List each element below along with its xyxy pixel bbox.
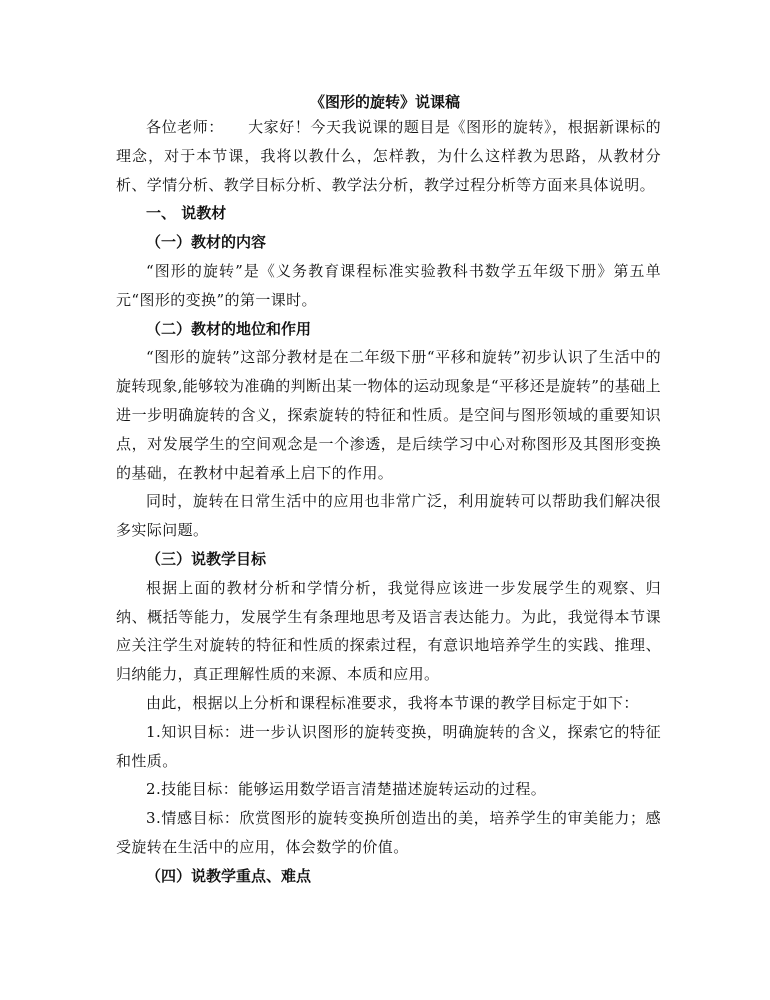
document-title: 《图形的旋转》说课稿 <box>309 93 460 111</box>
section1-heading: 一、 说教材 <box>146 204 227 223</box>
intro-greeting: 各位老师： <box>146 118 224 136</box>
sub4-heading: （四）说教学重点、难点 <box>146 866 312 885</box>
intro-text: 大家好！今天我说课的题目是《图形的旋转》，根据新课标的理念，对于本节课，我将以教什么，怎样教，为什么这样教为思路，从教材分析、学情分析、教学目标分析、教学法分析，教学过程分析等方面来具体说明。 <box>116 118 661 194</box>
document-body <box>116 113 661 891</box>
sub2-paragraph-1: “图形的旋转”这部分教材是在二年级下册“平移和旋转”初步认识了生活中的旋转现象,能够较为准确的判断出某一物体的运动现象是“平移还是旋转”的基础上进一步明确旋转的含义，探索旋转的特征和性质。是空间与图形领域的重要知识点，对发展学生的空间观念是一个渗透，是后续学习中心对称图形及其图形变换的基础，在教材中起着承上启下的作用。 <box>116 348 661 482</box>
sub3-heading: （三）说教学目标 <box>146 549 267 568</box>
sub2-paragraph-2: 同时，旋转在日常生活中的应用也非常广泛，利用旋转可以帮助我们解决很多实际问题。 <box>116 492 661 540</box>
sub2-heading: （二）教材的地位和作用 <box>146 319 312 338</box>
sub1-paragraph: “图形的旋转”是《义务教育课程标准实验教科书数学五年级下册》第五单元“图形的变换”的第一课时。 <box>116 261 661 309</box>
goal-skill: 2.技能目标：能够运用数学语言清楚描述旋转运动的过程。 <box>146 780 547 799</box>
sub3-paragraph-1: 根据上面的教材分析和学情分析，我觉得应该进一步发展学生的观察、归纳、概括等能力，发展学生有条理地思考及语言表达能力。为此，我觉得本节课应关注学生对旋转的特征和性质的探索过程，有意识地培养学生的实践、推理、归纳能力，真正理解性质的来源、本质和应用。 <box>116 578 661 684</box>
goal-knowledge: 1.知识目标：进一步认识图形的旋转变换，明确旋转的含义，探索它的特征和性质。 <box>116 722 661 770</box>
goal-emotion: 3.情感目标：欣赏图形的旋转变换所创造出的美，培养学生的审美能力；感受旋转在生活中的应用，体会数学的价值。 <box>116 809 661 856</box>
sub1-heading: （一）教材的内容 <box>146 233 267 252</box>
intro-paragraph <box>116 113 661 199</box>
sub3-paragraph-2: 由此，根据以上分析和课程标准要求，我将本节课的教学目标定于如下： <box>146 693 639 712</box>
